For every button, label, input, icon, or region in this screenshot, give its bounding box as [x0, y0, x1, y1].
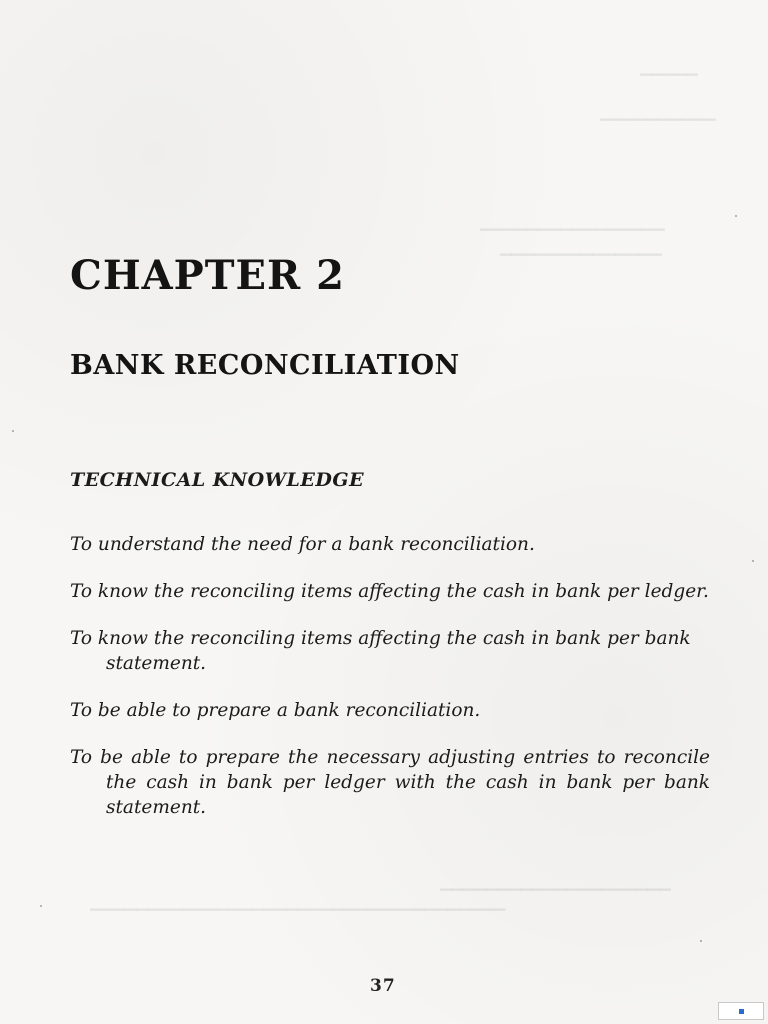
objective-item: To know the reconciling items affecting the cash in bank per ledger.: [70, 581, 709, 602]
show-through-texture: ▁▁▁▁▁: [640, 58, 698, 76]
show-through-texture: ▁▁▁▁▁▁▁▁▁▁▁▁▁▁▁▁▁▁▁▁: [440, 873, 671, 891]
scanner-watermark-logo: [718, 1002, 764, 1020]
show-through-texture: ▁▁▁▁▁▁▁▁▁▁▁▁▁▁▁▁: [480, 213, 665, 231]
section-heading: TECHNICAL KNOWLEDGE: [70, 469, 365, 491]
objective-item: To be able to prepare the necessary adjusting entries to reconcile the cash in bank per ledger with the cash in bank per bank statement.: [70, 747, 710, 818]
objective-item: To know the reconciling items affecting the cash in bank per bank statement.: [70, 628, 691, 674]
scan-speck: [752, 560, 754, 562]
chapter-title: BANK RECONCILIATION: [70, 350, 460, 381]
scan-speck: [735, 215, 737, 217]
chapter-number: CHAPTER 2: [70, 252, 345, 299]
show-through-texture: ▁▁▁▁▁▁▁▁▁▁▁▁▁▁▁▁▁▁▁▁▁▁▁▁▁▁▁▁▁▁▁▁▁▁▁▁: [90, 893, 506, 911]
scan-speck: [40, 905, 42, 907]
objective-item: To be able to prepare a bank reconciliation.: [70, 700, 481, 721]
show-through-texture: ▁▁▁▁▁▁▁▁▁▁: [600, 103, 716, 121]
scan-speck: [700, 940, 702, 942]
page-number: 37: [370, 976, 396, 996]
show-through-texture: ▁▁▁▁▁▁▁▁▁▁▁▁▁▁: [500, 238, 662, 256]
learning-objectives-list: [70, 532, 710, 842]
objective-item: To understand the need for a bank reconciliation.: [70, 534, 535, 555]
scan-speck: [12, 430, 14, 432]
scanner-logo-icon: [739, 1009, 744, 1014]
